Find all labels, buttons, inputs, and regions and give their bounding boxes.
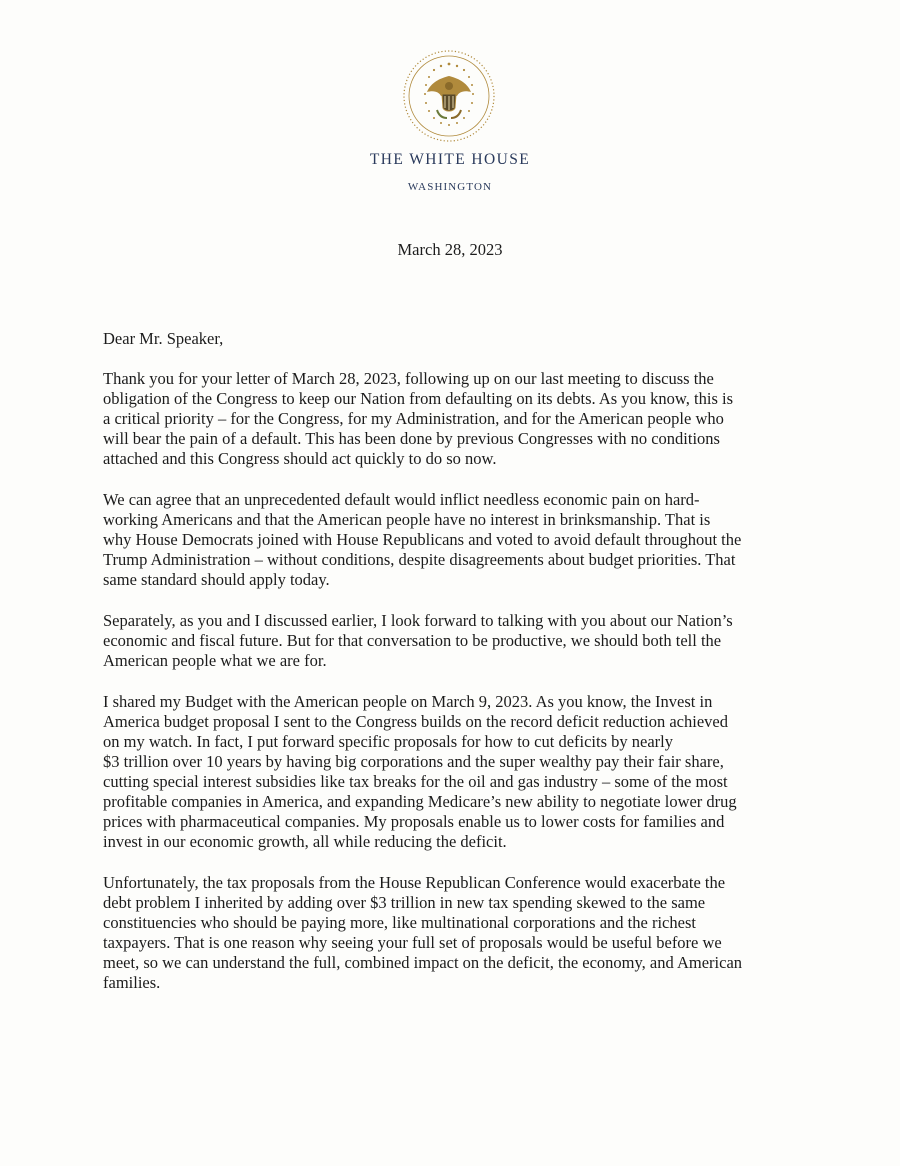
text-line: American people what we are for. <box>103 651 327 670</box>
letterhead-title: THE WHITE HOUSE <box>369 151 531 168</box>
text-line: Unfortunately, the tax proposals from the House Republican Conference would exacerbate the <box>103 873 726 892</box>
paragraph <box>103 692 803 852</box>
text-line: constituencies who should be paying more, like multinational corporations and the richest <box>103 913 696 932</box>
text-line: families. <box>103 973 161 992</box>
text-line: a critical priority – for the Congress, for my Administration, and for the American people who <box>103 409 724 428</box>
text-line: why House Democrats joined with House Republicans and voted to avoid default throughout the <box>103 530 742 549</box>
text-line: same standard should apply today. <box>103 570 330 589</box>
text-line: America budget proposal I sent to the Congress builds on the record deficit reduction achieved <box>103 712 728 731</box>
text-line: meet, so we can understand the full, combined impact on the deficit, the economy, and American <box>103 953 743 972</box>
text-line: on my watch. In fact, I put forward specific proposals for how to cut deficits by nearly <box>103 732 673 751</box>
text-line: I shared my Budget with the American people on March 9, 2023. As you know, the Invest in <box>103 692 713 711</box>
text-line: Separately, as you and I discussed earlier, I look forward to talking with you about our Nation’s <box>103 611 733 630</box>
paragraph <box>103 490 803 590</box>
text-line: cutting special interest subsidies like tax breaks for the oil and gas industry – some of the most <box>103 772 728 791</box>
text-line: obligation of the Congress to keep our Nation from defaulting on its debts. As you know, this is <box>103 389 733 408</box>
text-line: working Americans and that the American people have no interest in brinksmanship. That is <box>103 510 711 529</box>
text-line: taxpayers. That is one reason why seeing your full set of proposals would be useful before we <box>103 933 722 952</box>
text-line: attached and this Congress should act quickly to do so now. <box>103 449 497 468</box>
text-line: invest in our economic growth, all while reducing the deficit. <box>103 832 507 851</box>
letterhead-subtitle: WASHINGTON <box>407 181 493 193</box>
paragraph <box>103 369 803 469</box>
presidential-seal-icon <box>401 48 497 144</box>
text-line: profitable companies in America, and expanding Medicare’s new ability to negotiate lower drug <box>103 792 737 811</box>
text-line: prices with pharmaceutical companies. My proposals enable us to lower costs for families and <box>103 812 725 831</box>
letter-date: March 28, 2023 <box>397 240 503 259</box>
text-line: Thank you for your letter of March 28, 2023, following up on our last meeting to discuss the <box>103 369 714 388</box>
salutation: Dear Mr. Speaker, <box>103 329 224 348</box>
paragraph <box>103 873 803 993</box>
text-line: $3 trillion over 10 years by having big corporations and the super wealthy pay their fair share, <box>103 752 724 771</box>
text-line: We can agree that an unprecedented default would inflict needless economic pain on hard- <box>103 490 700 509</box>
letter-body <box>103 369 803 1014</box>
text-line: Trump Administration – without conditions, despite disagreements about budget priorities. That <box>103 550 736 569</box>
text-line: debt problem I inherited by adding over $3 trillion in new tax spending skewed to the same <box>103 893 706 912</box>
text-line: economic and fiscal future. But for that conversation to be productive, we should both tell the <box>103 631 722 650</box>
text-line: will bear the pain of a default. This has been done by previous Congresses with no conditions <box>103 429 720 448</box>
paragraph <box>103 611 803 671</box>
